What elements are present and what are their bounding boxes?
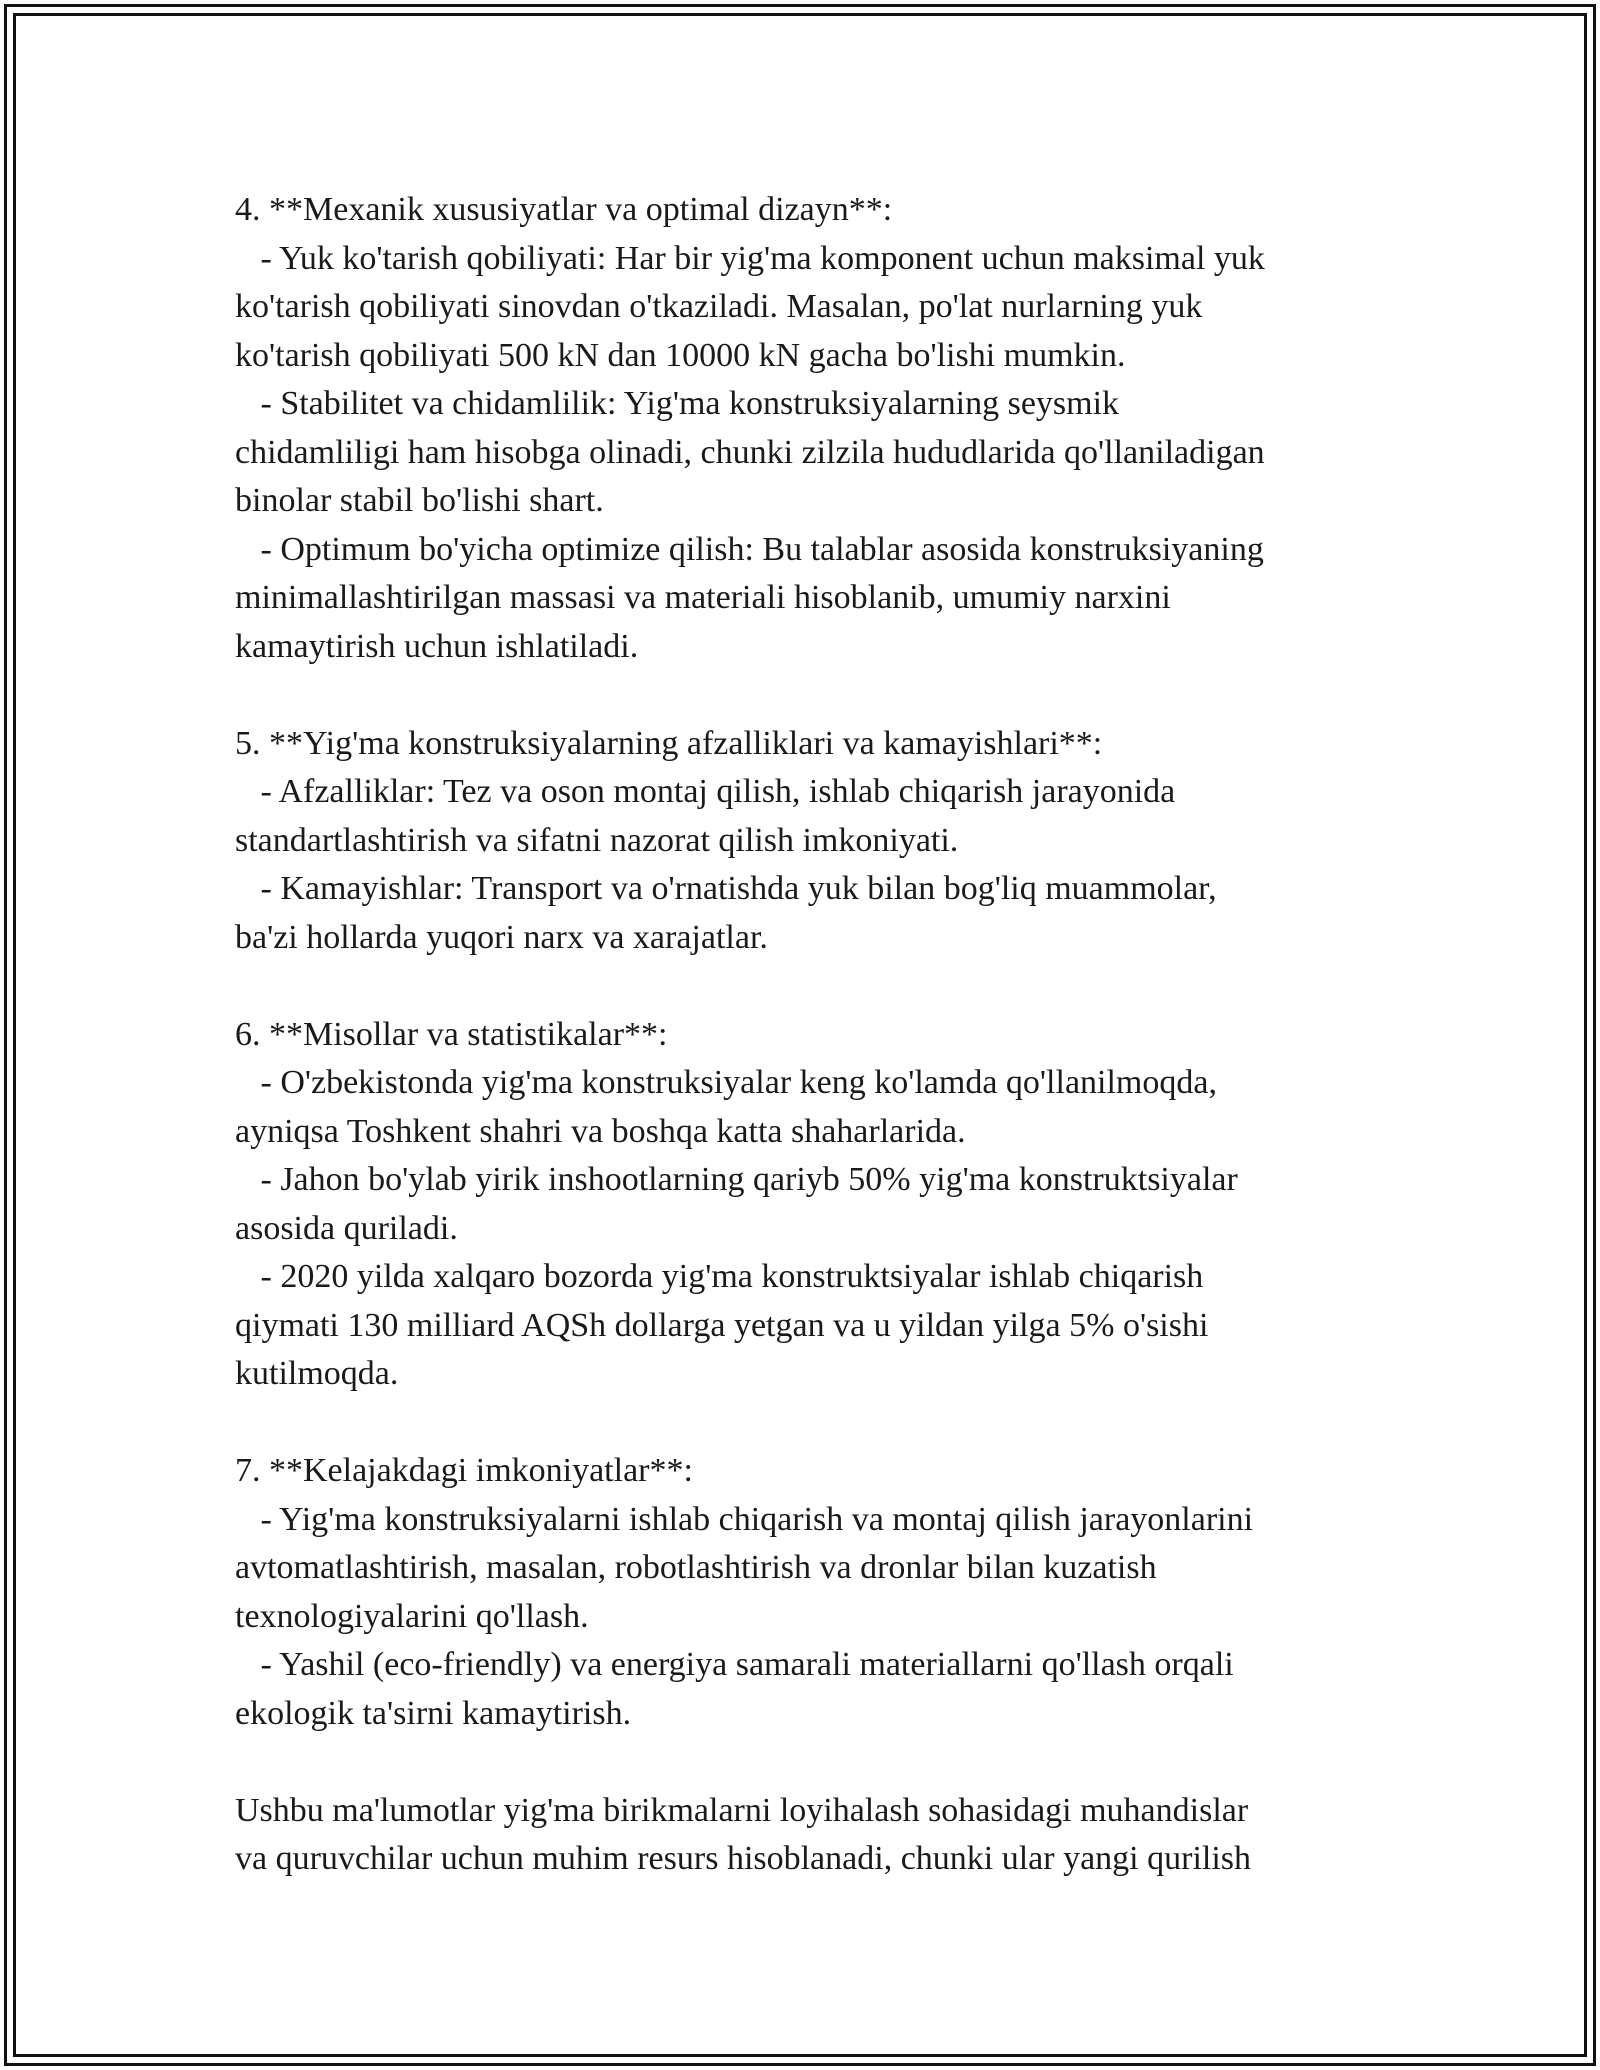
section-7 xyxy=(235,1447,1375,1738)
text-line: - Kamayishlar: Transport va o'rnatishda yuk bilan bog'liq muammolar, xyxy=(235,870,1217,907)
text-line: ko'tarish qobiliyati 500 kN dan 10000 kN gacha bo'lishi mumkin. xyxy=(235,336,1126,374)
section-4 xyxy=(235,186,1375,671)
text-line: - 2020 yilda xalqaro bozorda yig'ma konstruktsiyalar ishlab chiqarish xyxy=(235,1258,1204,1295)
section-heading: 7. **Kelajakdagi imkoniyatlar**: xyxy=(235,1452,693,1489)
paragraph-gap xyxy=(235,1738,1375,1787)
text-line: - O'zbekistonda yig'ma konstruksiyalar keng ko'lamda qo'llanilmoqda, xyxy=(235,1064,1217,1101)
text-line: ko'tarish qobiliyati sinovdan o'tkaziladi. Masalan, po'lat nurlarning yuk xyxy=(235,288,1203,325)
text-line: - Yig'ma konstruksiyalarni ishlab chiqarish va montaj qilish jarayonlarini xyxy=(235,1500,1254,1538)
text-line: - Jahon bo'ylab yirik inshootlarning qariyb 50% yig'ma konstruktsiyalar xyxy=(235,1161,1238,1198)
text-line: avtomatlashtirish, masalan, robotlashtirish va dronlar bilan kuzatish xyxy=(235,1549,1157,1586)
text-line: kutilmoqda. xyxy=(235,1355,399,1392)
text-line: - Afzalliklar: Tez va oson montaj qilish, ishlab chiqarish jarayonida xyxy=(235,773,1176,810)
text-line: qiymati 130 milliard AQSh dollarga yetgan va u yildan yilga 5% o'sishi xyxy=(235,1306,1209,1344)
paragraph-gap xyxy=(235,671,1375,720)
text-line: - Stabilitet va chidamlilik: Yig'ma konstruksiyalarning seysmik xyxy=(235,385,1120,422)
document-body xyxy=(235,186,1375,1884)
text-line: chidamliligi ham hisobga olinadi, chunki zilzila hududlarida qo'llaniladigan xyxy=(235,433,1265,471)
paragraph-gap xyxy=(235,962,1375,1011)
text-line: - Optimum bo'yicha optimize qilish: Bu talablar asosida konstruksiyaning xyxy=(235,530,1264,568)
text-line: - Yashil (eco-friendly) va energiya samarali materiallarni qo'llash orqali xyxy=(235,1646,1234,1683)
text-line: asosida quriladi. xyxy=(235,1209,458,1247)
text-line: ayniqsa Toshkent shahri va boshqa katta shaharlarida. xyxy=(235,1112,966,1150)
text-line: texnologiyalarini qo'llash. xyxy=(235,1597,589,1635)
text-line: ekologik ta'sirni kamaytirish. xyxy=(235,1694,632,1732)
text-line: standartlashtirish va sifatni nazorat qilish imkoniyati. xyxy=(235,821,959,859)
section-6 xyxy=(235,1011,1375,1399)
text-line: minimallashtirilgan massasi va materiali hisoblanib, umumiy narxini xyxy=(235,579,1171,616)
text-line: binolar stabil bo'lishi shart. xyxy=(235,482,604,519)
section-heading: 6. **Misollar va statistikalar**: xyxy=(235,1015,668,1053)
text-line: Ushbu ma'lumotlar yig'ma birikmalarni loyihalash sohasidagi muhandislar xyxy=(235,1791,1249,1829)
paragraph-gap xyxy=(235,1399,1375,1448)
section-5 xyxy=(235,720,1375,963)
text-line: va quruvchilar uchun muhim resurs hisoblanadi, chunki ular yangi qurilish xyxy=(235,1840,1252,1877)
text-line: kamaytirish uchun ishlatiladi. xyxy=(235,627,639,665)
conclusion-paragraph xyxy=(235,1787,1375,1884)
section-heading: 5. **Yig'ma konstruksiyalarning afzalliklari va kamayishlari**: xyxy=(235,724,1103,762)
section-heading: 4. **Mexanik xususiyatlar va optimal dizayn**: xyxy=(235,191,893,228)
text-line: - Yuk ko'tarish qobiliyati: Har bir yig'ma komponent uchun maksimal yuk xyxy=(235,239,1265,277)
text-line: ba'zi hollarda yuqori narx va xarajatlar. xyxy=(235,918,768,956)
